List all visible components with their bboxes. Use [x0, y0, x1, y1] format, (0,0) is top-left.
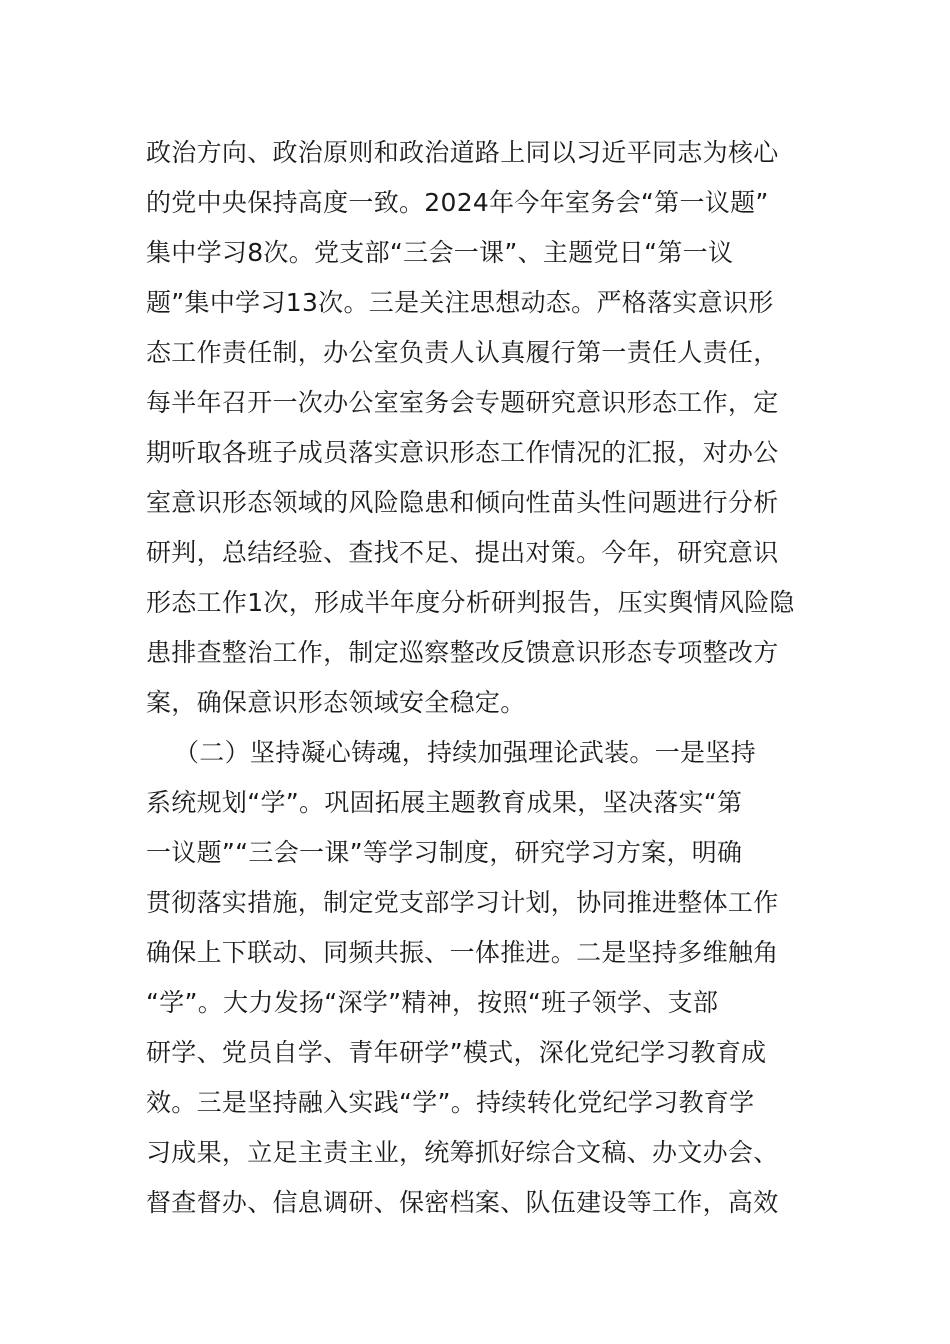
text-line: 系统规划“学”。巩固拓展主题教育成果，坚决落实“第: [146, 788, 743, 817]
text-line: 贯彻落实措施，制定党支部学习计划，协同推进整体工作: [146, 888, 779, 917]
text-line: 确保上下联动、同频共振、一体推进。二是坚持多维触角: [146, 938, 779, 967]
text-line: 一议题”“三会一课”等学习制度，研究学习方案，明确: [146, 838, 743, 867]
text-line: 集中学习8次。党支部“三会一课”、主题党日“第一议: [146, 238, 734, 267]
text-line: 习成果，立足主责主业，统筹抓好综合文稿、办文办会、: [146, 1138, 779, 1167]
text-line: 研学、党员自学、青年研学”模式，深化党纪学习教育成: [146, 1038, 767, 1067]
text-line: 形态工作1次，形成半年度分析研判报告，压实舆情风险隐: [146, 588, 795, 617]
text-line: 效。三是坚持融入实践“学”。持续转化党纪学习教育学: [146, 1088, 755, 1117]
text-line: 的党中央保持高度一致。2024年今年室务会“第一议题”: [146, 188, 769, 217]
text-line: “学”。大力发扬“深学”精神，按照“班子领学、支部: [146, 988, 719, 1017]
text-line: 题”集中学习13次。三是关注思想动态。严格落实意识形: [146, 288, 774, 317]
text-line: 患排查整治工作，制定巡察整改反馈意识形态专项整改方: [146, 638, 779, 667]
paragraph-2: [146, 728, 826, 1228]
text-line: 案，确保意识形态领域安全稳定。: [146, 688, 526, 717]
paragraph-1: [146, 128, 826, 728]
text-line: 督查督办、信息调研、保密档案、队伍建设等工作，高效: [146, 1188, 779, 1217]
text-line: 期听取各班子成员落实意识形态工作情况的汇报，对办公: [146, 438, 779, 467]
text-line: 政治方向、政治原则和政治道路上同以习近平同志为核心: [146, 138, 779, 167]
section-heading-line: （二）坚持凝心铸魂，持续加强理论武装。一是坚持: [174, 738, 756, 767]
document-body: [146, 128, 826, 1228]
text-line: 态工作责任制，办公室负责人认真履行第一责任人责任，: [146, 338, 779, 367]
text-line: 每半年召开一次办公室室务会专题研究意识形态工作，定: [146, 388, 779, 417]
text-line: 室意识形态领域的风险隐患和倾向性苗头性问题进行分析: [146, 488, 779, 517]
text-line: 研判，总结经验、查找不足、提出对策。今年，研究意识: [146, 538, 779, 567]
